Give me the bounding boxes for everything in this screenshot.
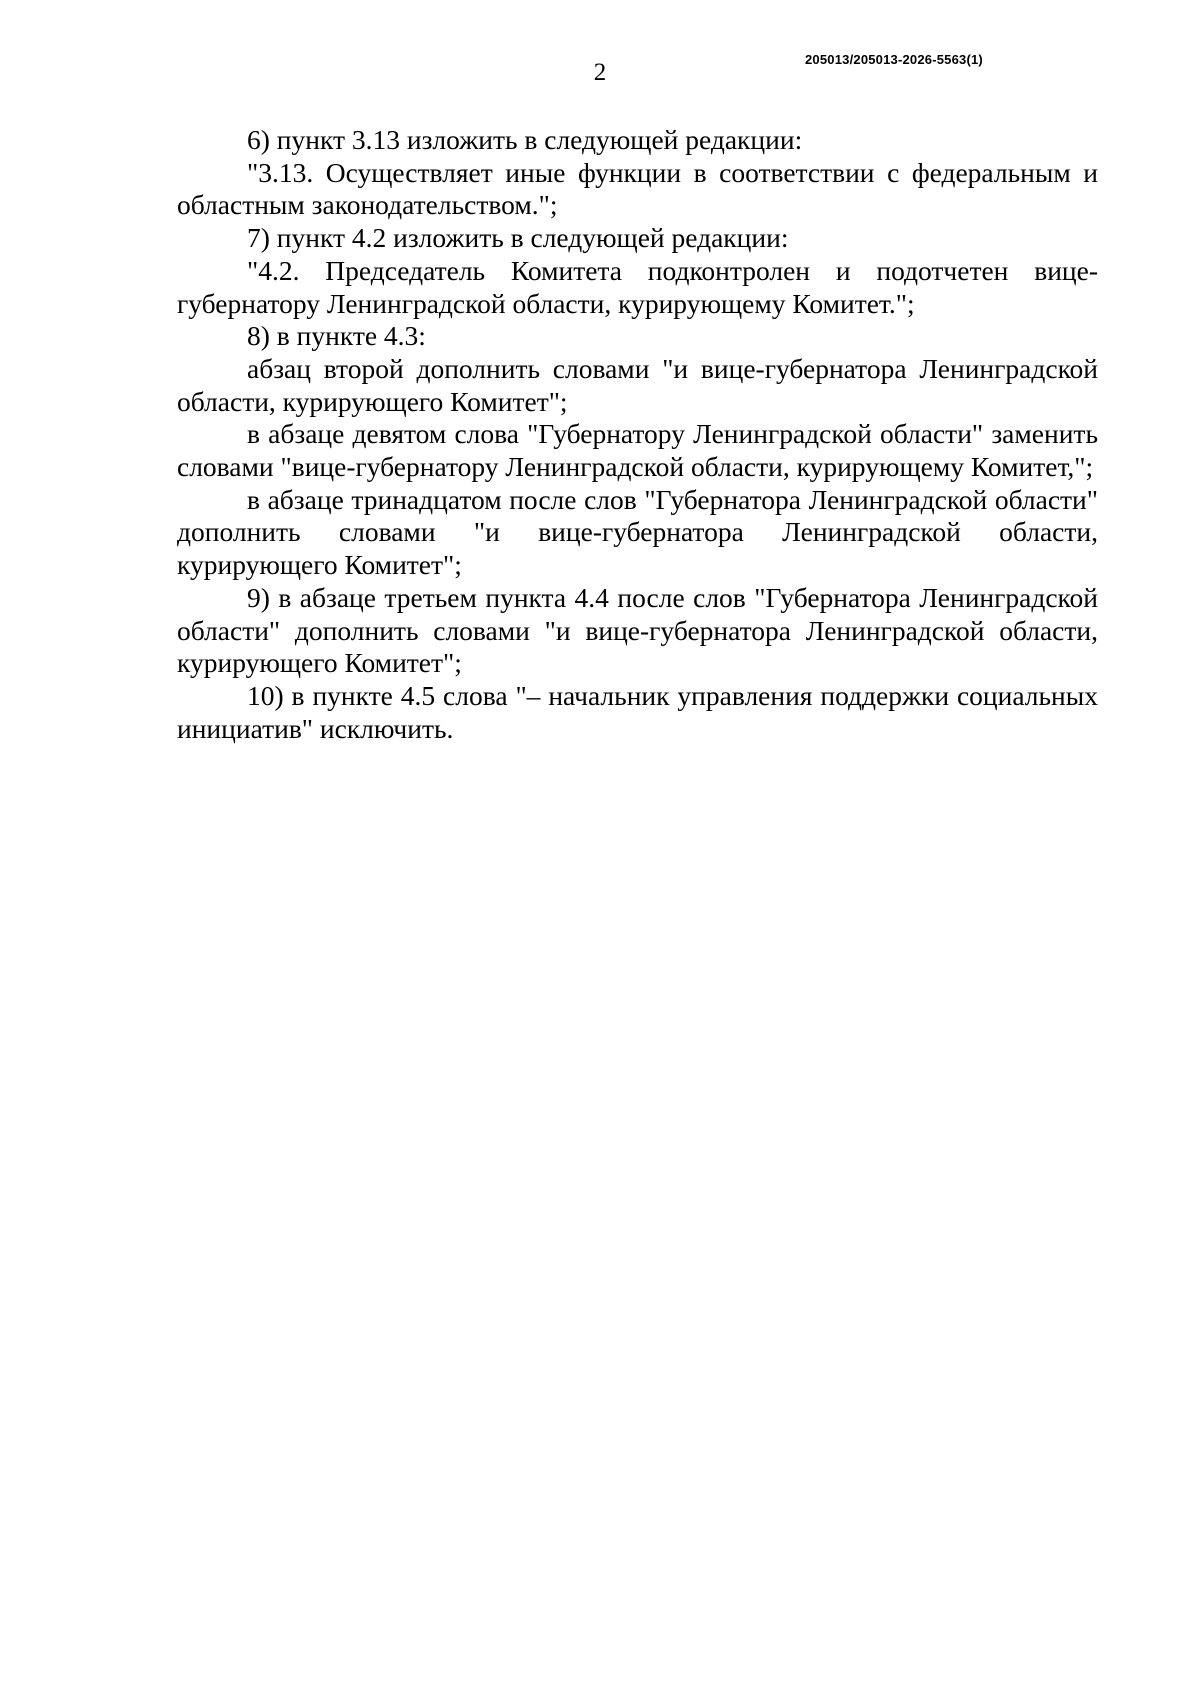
paragraph: "4.2. Председатель Комитета подконтролен и подотчетен вице-губернатору Ленинградской области, курирующему Комитет."; <box>177 254 1098 319</box>
document-body <box>177 124 1098 745</box>
paragraph: "3.13. Осуществляет иные функции в соответствии с федеральным и областным законодательством."; <box>177 156 1098 221</box>
paragraph: абзац второй дополнить словами "и вице-губернатора Ленинградской области, курирующего Комитет"; <box>177 352 1098 417</box>
page-number: 2 <box>593 59 607 86</box>
paragraph: 10) в пункте 4.5 слова "– начальник управления поддержки социальных инициатив" исключить. <box>177 679 1098 744</box>
paragraph: 7) пункт 4.2 изложить в следующей редакции: <box>247 222 789 254</box>
paragraph: 6) пункт 3.13 изложить в следующей редакции: <box>247 124 803 155</box>
paragraph: 8) в пункте 4.3: <box>247 320 426 352</box>
paragraph: в абзаце тринадцатом после слов "Губернатора Ленинградской области" дополнить словами "и вице-губернатора Ленинградской области, курирующего Комитет"; <box>177 483 1098 581</box>
paragraph: в абзаце девятом слова "Губернатору Ленинградской области" заменить словами "вице-губернатору Ленинградской области, курирующему Комитет,"; <box>177 418 1098 483</box>
document-id: 205013/205013-2026-5563(1) <box>805 52 983 67</box>
paragraph: 9) в абзаце третьем пункта 4.4 после слов "Губернатора Ленинградской области" дополнить словами "и вице-губернатора Ленинградской области, курирующего Комитет"; <box>177 581 1098 679</box>
